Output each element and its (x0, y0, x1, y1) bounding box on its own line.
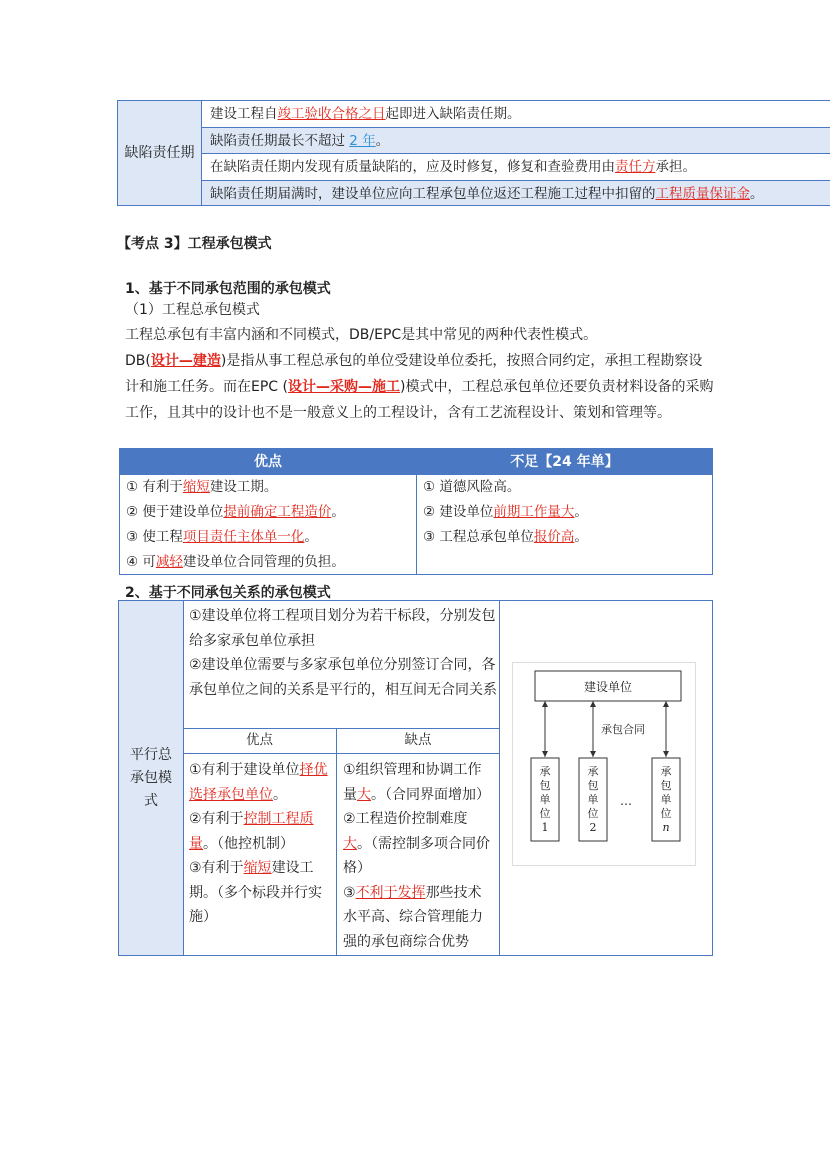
cons-header: 不足【24 年单】 (417, 449, 712, 475)
item-text: ③有利于 (189, 860, 244, 876)
svg-text:2: 2 (589, 821, 597, 834)
defect-row (201, 180, 830, 207)
row-highlight: 工程质量保证金 (655, 185, 750, 202)
row-text: 缺陷责任期届满时，建设单位应向工程承包单位返还工程施工过程中扣留的 (210, 185, 656, 202)
list-item (120, 550, 416, 575)
svg-text:单: 单 (539, 793, 551, 806)
row-highlight: 责任方 (615, 159, 656, 175)
item-text: ③ 使工程 (126, 529, 183, 545)
item-text: ②有利于 (189, 811, 244, 827)
item-text: ① 有利于 (126, 479, 183, 495)
svg-text:n: n (662, 821, 670, 834)
svg-text:承: 承 (539, 765, 551, 778)
item-text: 。 (331, 504, 345, 520)
par-cons-list (343, 758, 495, 954)
list-item (189, 758, 329, 807)
item-text: 。（合同界面增加） (371, 786, 490, 803)
svg-text:单: 单 (660, 793, 672, 806)
para2-highlight: 设计—采购—施工 (287, 379, 400, 395)
item-text: 。 (304, 529, 318, 545)
divider (499, 601, 500, 955)
par-pros-header: 优点 (246, 732, 273, 748)
svg-text:位: 位 (539, 807, 551, 820)
svg-text:单: 单 (587, 793, 599, 806)
par-pros-list (189, 758, 329, 930)
list-item (417, 525, 712, 550)
row-text: 建设工程自 (210, 106, 278, 122)
section2-title: 2、基于不同承包关系的承包模式 (125, 585, 331, 601)
item-highlight: 大 (343, 835, 357, 852)
item-text: 。 (273, 786, 287, 803)
item-highlight: 缩短 (182, 479, 210, 495)
item-text: 那些技术水平高、综合管理能力强的承包商综合优势 (343, 884, 483, 950)
item-text: 。 (574, 504, 588, 520)
item-highlight: 项目责任主体单一化 (182, 529, 305, 545)
item-highlight: 提前确定工程造价 (223, 504, 332, 520)
ellipsis: … (620, 794, 632, 808)
desc-item: ②建设单位需要与多家承包单位分别签订合同，各承包单位之间的关系是平行的，相互间无合同关系 (189, 657, 497, 698)
row-text: 起即进入缺陷责任期。 (385, 106, 521, 122)
row-text: 在缺陷责任期内发现有质量缺陷的，应及时修复，修复和查验费用由 (210, 159, 615, 175)
item-text: ①有利于建设单位 (189, 762, 300, 778)
item-text: ② 建设单位 (423, 504, 494, 520)
item-text: 建设工期。 (209, 479, 278, 495)
pros-list (120, 475, 416, 575)
svg-text:位: 位 (587, 807, 599, 820)
item-highlight: 减轻 (155, 554, 183, 570)
item-text: ④ 可 (126, 554, 156, 570)
item-text: 。（需控制多项合同价格） (343, 835, 490, 876)
par-cons-header: 缺点 (404, 732, 432, 748)
svg-text:1: 1 (541, 821, 549, 834)
item-text: 建设单位合同管理的负担。 (182, 554, 345, 570)
client-label: 建设单位 (583, 680, 633, 694)
item-text: 。（他控机制） (203, 835, 294, 852)
row-text: 。 (375, 132, 390, 149)
list-item (189, 856, 329, 930)
para1: 工程总承包有丰富内涵和不同模式，DB/EPC是其中常见的两种代表性模式。 (125, 327, 598, 343)
svg-text:包: 包 (539, 779, 551, 792)
defect-row (201, 153, 830, 180)
kaodian-heading: 【考点 3】工程承包模式 (117, 236, 272, 252)
pros-cons-table (119, 448, 713, 575)
contract-diagram (512, 662, 696, 866)
list-item (417, 500, 712, 525)
list-item (343, 758, 495, 807)
item-highlight: 前期工作量大 (493, 504, 575, 520)
list-item (120, 500, 416, 525)
divider (183, 753, 499, 754)
parallel-desc (189, 604, 499, 702)
row-text: 承担。 (655, 159, 696, 175)
item-text: ③ (343, 884, 356, 901)
defect-row (201, 127, 830, 154)
para2-highlight: 设计—建造 (150, 353, 221, 369)
row-text: 。 (750, 185, 764, 202)
item-highlight: 大 (357, 786, 371, 803)
contract-label: 承包合同 (601, 723, 645, 736)
cons-list (417, 475, 712, 550)
section1-title: 1、基于不同承包范围的承包模式 (125, 281, 331, 297)
defect-period-label (117, 100, 201, 206)
para2-text: DB( (125, 353, 151, 369)
svg-text:承: 承 (660, 765, 672, 778)
svg-text:位: 位 (660, 807, 672, 820)
sub1-title: （1）工程总承包模式 (125, 302, 260, 318)
item-highlight: 缩短 (243, 860, 272, 876)
divider (336, 728, 337, 955)
para2 (125, 348, 715, 426)
item-highlight: 择优选择承包单位 (189, 762, 328, 803)
divider (183, 601, 184, 955)
defect-row (201, 100, 830, 127)
parallel-label: 平行总承包模式 (130, 746, 172, 809)
row-highlight: 2 年 (349, 132, 376, 149)
svg-text:包: 包 (660, 779, 672, 792)
item-text: ② 便于建设单位 (126, 504, 224, 520)
list-item (189, 807, 329, 856)
pros-header: 优点 (120, 449, 416, 475)
item-text: ③ 工程总承包单位 (423, 529, 534, 545)
item-text: ②工程造价控制难度 (343, 811, 468, 827)
list-item (343, 807, 495, 881)
list-item (417, 475, 712, 500)
row-highlight: 竣工验收合格之日 (277, 106, 386, 122)
item-text: ①组织管理和协调工作量 (343, 762, 482, 803)
svg-text:承: 承 (587, 765, 599, 778)
svg-text:包: 包 (587, 779, 599, 792)
diagram-svg (513, 663, 697, 867)
item-highlight: 报价高 (533, 529, 575, 545)
para2-text: )是指从事工程总承包的单位受建设单位委托，按照合同约定，承担工程勘察设计和施工任务。而在EPC ( (125, 353, 703, 395)
defect-label-text: 缺陷责任期 (124, 145, 195, 161)
parallel-label-cell (119, 601, 183, 955)
defect-liability-table (117, 100, 830, 206)
item-highlight: 控制工程质量 (189, 811, 314, 852)
para2-text: )模式中，工程总承包单位还要负责材料设备的采购工作，且其中的设计也不是一般意义上的工程设计，含有工艺流程设计、策划和管理等。 (125, 379, 714, 421)
list-item (343, 881, 495, 955)
row-text: 缺陷责任期最长不超过 (210, 132, 350, 149)
item-text: ① 道德风险高。 (423, 479, 521, 495)
item-text: 。 (574, 529, 588, 545)
item-text: 建设工期。（多个标段并行实施） (189, 860, 322, 925)
parallel-contract-table (118, 600, 713, 956)
list-item (120, 475, 416, 500)
item-highlight: 不利于发挥 (355, 884, 426, 901)
list-item (120, 525, 416, 550)
desc-item: ①建设单位将工程项目划分为若干标段，分别发包给多家承包单位承担 (189, 608, 496, 649)
